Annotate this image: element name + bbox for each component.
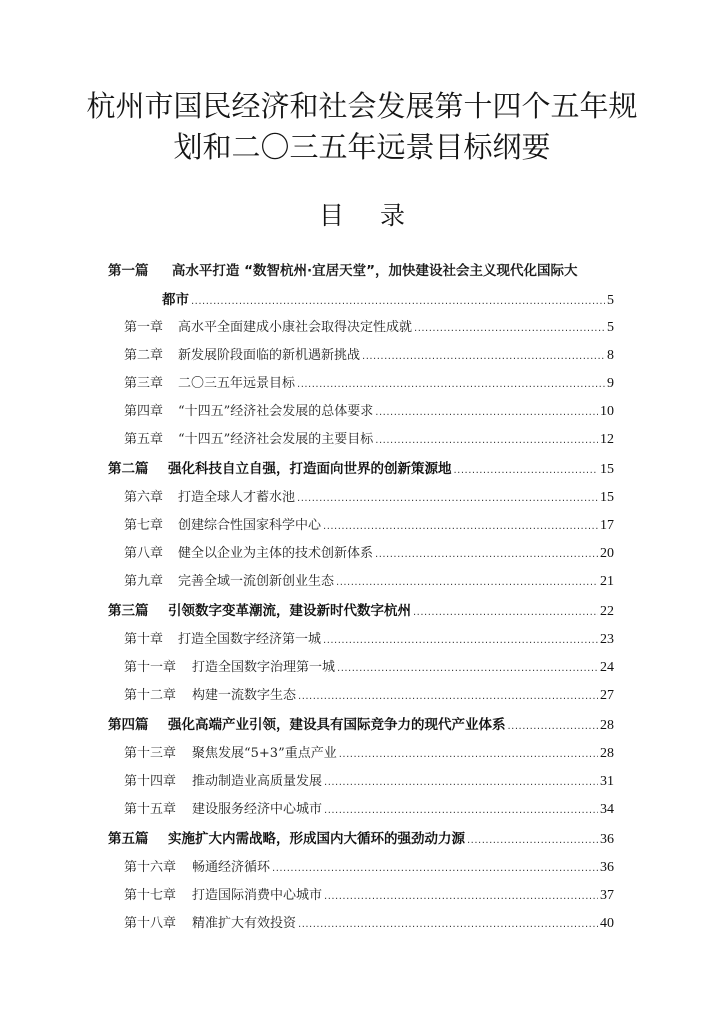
chapter-title: 精准扩大有效投资 xyxy=(192,916,297,931)
leader-dots xyxy=(323,627,598,655)
chapter-label: 第六章 xyxy=(124,490,164,505)
chapter-title: 构建一流数字生态 xyxy=(192,688,297,703)
leader-dots xyxy=(324,769,598,797)
leader-dots xyxy=(467,827,598,855)
toc-chapter-11[interactable] xyxy=(124,654,614,682)
page-number: 23 xyxy=(600,632,614,647)
page-number: 17 xyxy=(600,518,614,533)
part-title: 实施扩大内需战略，形成国内大循环的强劲动力源 xyxy=(168,831,465,847)
leader-dots xyxy=(297,485,598,513)
chapter-label: 第十三章 xyxy=(124,746,177,761)
chapter-title: 打造全球人才蓄水池 xyxy=(178,490,296,505)
chapter-title: 健全以企业为主体的技术创新体系 xyxy=(178,546,374,561)
chapter-title: 创建综合性国家科学中心 xyxy=(178,518,322,533)
chapter-title: 畅通经济循环 xyxy=(192,860,271,875)
toc-part-5[interactable] xyxy=(108,825,614,853)
leader-dots xyxy=(324,883,598,911)
leader-dots xyxy=(414,315,605,343)
chapter-label: 第十六章 xyxy=(124,860,177,875)
chapter-title: 聚焦发展“5+3”重点产业 xyxy=(192,746,337,761)
toc-chapter-5[interactable] xyxy=(124,426,614,454)
leader-dots xyxy=(272,855,598,883)
toc-part-4[interactable] xyxy=(108,711,614,739)
chapter-label: 第十四章 xyxy=(124,774,177,789)
page-number: 31 xyxy=(600,774,614,789)
chapter-label: 第十二章 xyxy=(124,688,177,703)
chapter-label: 第十章 xyxy=(124,632,164,647)
toc-chapter-10[interactable] xyxy=(124,626,614,654)
chapter-label: 第一章 xyxy=(124,320,164,335)
toc-chapter-1[interactable] xyxy=(124,314,614,342)
page-number: 12 xyxy=(600,432,614,447)
leader-dots xyxy=(454,457,599,485)
chapter-label: 第十七章 xyxy=(124,888,177,903)
leader-dots xyxy=(297,371,605,399)
leader-dots xyxy=(191,288,605,316)
chapter-label: 第十八章 xyxy=(124,916,177,931)
leader-dots xyxy=(337,655,598,683)
chapter-label: 第七章 xyxy=(124,518,164,533)
leader-dots xyxy=(413,599,598,627)
page-number: 24 xyxy=(600,660,614,675)
toc-chapter-6[interactable] xyxy=(124,484,614,512)
chapter-label: 第二章 xyxy=(124,348,164,363)
page-number: 5 xyxy=(607,293,614,308)
part-label: 第四篇 xyxy=(108,717,149,733)
toc-chapter-16[interactable] xyxy=(124,854,614,882)
page-number: 5 xyxy=(607,320,614,335)
page-number: 40 xyxy=(600,916,614,931)
leader-dots xyxy=(375,399,598,427)
part-label: 第五篇 xyxy=(108,831,149,847)
part-title: 强化科技自立自强，打造面向世界的创新策源地 xyxy=(168,461,452,477)
leader-dots xyxy=(508,713,599,741)
page-number: 28 xyxy=(600,746,614,761)
toc-chapter-7[interactable] xyxy=(124,512,614,540)
leader-dots xyxy=(324,797,598,825)
page-number: 37 xyxy=(600,888,614,903)
chapter-label: 第八章 xyxy=(124,546,164,561)
chapter-title: 打造全国数字治理第一城 xyxy=(192,660,336,675)
toc-chapter-4[interactable] xyxy=(124,398,614,426)
chapter-label: 第五章 xyxy=(124,432,164,447)
chapter-title: 新发展阶段面临的新机遇新挑战 xyxy=(178,348,361,363)
toc-chapter-18[interactable] xyxy=(124,910,614,938)
page-number: 15 xyxy=(600,462,614,477)
leader-dots xyxy=(298,683,598,711)
toc-chapter-15[interactable] xyxy=(124,796,614,824)
part-label: 第一篇 xyxy=(108,263,149,279)
toc-heading: 目 录 xyxy=(319,201,419,230)
part-title-continued: 都市 xyxy=(162,292,189,308)
toc-chapter-14[interactable] xyxy=(124,768,614,796)
leader-dots xyxy=(323,513,598,541)
chapter-title: 建设服务经济中心城市 xyxy=(192,802,323,817)
toc-part-1[interactable] xyxy=(108,257,618,285)
leader-dots xyxy=(336,569,598,597)
toc-chapter-12[interactable] xyxy=(124,682,614,710)
part-label: 第二篇 xyxy=(108,461,149,477)
toc-part-2[interactable] xyxy=(108,455,614,483)
toc-chapter-13[interactable] xyxy=(124,740,614,768)
toc-chapter-8[interactable] xyxy=(124,540,614,568)
toc-chapter-2[interactable] xyxy=(124,342,614,370)
document-title-line-2: 划和二〇三五年远景目标纲要 xyxy=(173,130,551,164)
part-label: 第三篇 xyxy=(108,603,149,619)
leader-dots xyxy=(375,541,598,569)
page-number: 34 xyxy=(600,802,614,817)
toc-chapter-3[interactable] xyxy=(124,370,614,398)
chapter-title: “十四五”经济社会发展的总体要求 xyxy=(178,404,374,419)
page-number: 21 xyxy=(600,574,614,589)
leader-dots xyxy=(375,427,598,455)
chapter-title: 高水平全面建成小康社会取得决定性成就 xyxy=(178,320,413,335)
page-number: 27 xyxy=(600,688,614,703)
page-number: 9 xyxy=(607,376,614,391)
chapter-title: 打造国际消费中心城市 xyxy=(192,888,323,903)
page-number: 20 xyxy=(600,546,614,561)
toc-part-3[interactable] xyxy=(108,597,614,625)
page-number: 8 xyxy=(607,348,614,363)
chapter-title: 完善全域一流创新创业生态 xyxy=(178,574,335,589)
part-title: 强化高端产业引领，建设具有国际竞争力的现代产业体系 xyxy=(168,717,506,733)
document-title-line-1: 杭州市国民经济和社会发展第十四个五年规 xyxy=(86,89,638,123)
chapter-label: 第三章 xyxy=(124,376,164,391)
page-number: 28 xyxy=(600,718,614,733)
page-number: 36 xyxy=(600,832,614,847)
toc-chapter-9[interactable] xyxy=(124,568,614,596)
part-title: 高水平打造 “数智杭州·宜居天堂”，加快建设社会主义现代化国际大 xyxy=(171,263,578,279)
chapter-label: 第四章 xyxy=(124,404,164,419)
page-number: 10 xyxy=(600,404,614,419)
leader-dots xyxy=(362,343,605,371)
chapter-label: 第九章 xyxy=(124,574,164,589)
toc-chapter-17[interactable] xyxy=(124,882,614,910)
chapter-label: 第十一章 xyxy=(124,660,177,675)
chapter-title: 推动制造业高质量发展 xyxy=(192,774,323,789)
page-number: 36 xyxy=(600,860,614,875)
chapter-title: 二〇三五年远景目标 xyxy=(178,376,296,391)
toc-part-1-continuation[interactable] xyxy=(162,286,614,314)
chapter-title: “十四五”经济社会发展的主要目标 xyxy=(178,432,374,447)
chapter-label: 第十五章 xyxy=(124,802,177,817)
leader-dots xyxy=(339,741,598,769)
part-title: 引领数字变革潮流，建设新时代数字杭州 xyxy=(168,603,411,619)
page-number: 22 xyxy=(600,604,614,619)
chapter-title: 打造全国数字经济第一城 xyxy=(178,632,322,647)
page-number: 15 xyxy=(600,490,614,505)
leader-dots xyxy=(298,911,598,939)
